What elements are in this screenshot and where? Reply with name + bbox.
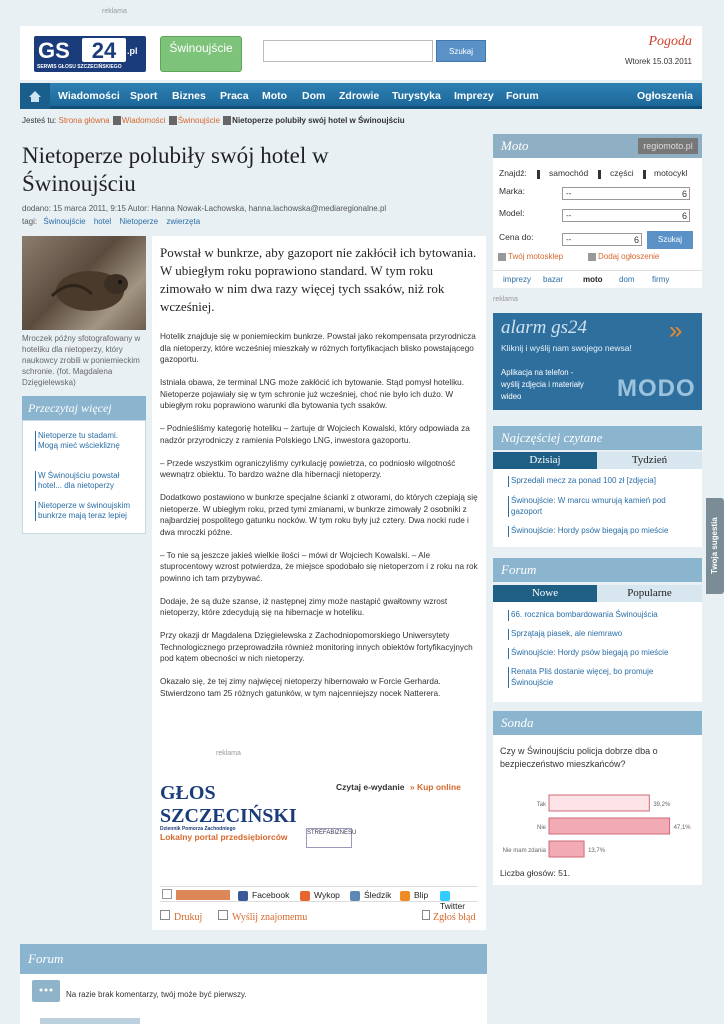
- moto-option-moto[interactable]: motocykl: [654, 168, 688, 178]
- share-checkbox[interactable]: [162, 889, 172, 899]
- most-read-link[interactable]: Świnoujście: Hordy psów biegają po mieście: [508, 526, 688, 537]
- alarm-line1: Kliknij i wyślij nam swojego newsa!: [501, 343, 632, 353]
- nav-item-biznes[interactable]: Biznes: [172, 90, 206, 102]
- breadcrumb-separator-icon: [223, 116, 231, 125]
- read-also-link[interactable]: W Świnoujściu powstał hotel... dla nietoperzy: [35, 471, 139, 491]
- e-edition-label: Czytaj e-wydanie: [336, 782, 405, 792]
- tag-link[interactable]: Nietoperze: [119, 217, 159, 226]
- model-label: Model:: [499, 208, 525, 218]
- e-edition-line: [336, 782, 461, 792]
- weather-title[interactable]: Pogoda: [648, 34, 692, 49]
- logo-pl: .pl: [127, 46, 138, 56]
- alarm-gs24-banner[interactable]: [493, 313, 702, 410]
- nav-item-praca[interactable]: Praca: [220, 90, 249, 102]
- article-body: [160, 331, 478, 711]
- article-title: Nietoperze polubiły swój hotel w Świnoujściu: [22, 143, 329, 196]
- home-icon: [20, 83, 50, 109]
- tab-new[interactable]: Nowe: [493, 585, 597, 602]
- article-tools: [160, 908, 478, 924]
- nav-item-dom[interactable]: Dom: [302, 90, 326, 102]
- forum-title: Forum: [493, 558, 702, 582]
- ad-label: reklama: [493, 296, 518, 303]
- motoshop-link[interactable]: Twój motosklep: [508, 252, 564, 261]
- tab-firmy[interactable]: firmy: [652, 275, 670, 284]
- article-paragraph: Dodatkowo postawiono w bunkrze specjalne ścianki z otworami, do których czepiają się nietoperze. W ubiegłym roku, przed tymi zmianami, w bunkrze zimowały 2 osobniki z najbardziej pospolitego gatunku nocków. W tym roku były już cztery. Dwa nocki rude i dwa mroczki późne.: [160, 493, 478, 537]
- moto-title-text: Moto: [501, 138, 529, 153]
- share-button[interactable]: [176, 890, 230, 900]
- tab-dom[interactable]: dom: [619, 275, 635, 284]
- blip-icon: [400, 891, 410, 901]
- moto-option-parts[interactable]: części: [610, 168, 634, 178]
- comment-icon: [32, 980, 60, 1002]
- most-read-link[interactable]: Świnoujście: W marcu wmurują kamień pod gazoport: [508, 496, 688, 517]
- radio-icon[interactable]: [537, 170, 540, 179]
- article-paragraph: – Podnieśliśmy kategorię hoteliku – żartuje dr Wojciech Kowalski, który odpowiada za nadzór przyrodniczy z ramienia Polskiego LNG, inwestora gazoportu.: [160, 424, 470, 445]
- gs24-logo[interactable]: [34, 36, 146, 72]
- article-paragraph: Hotelik znajduje się w poniemieckim bunkrze. Powstał jako rekompensata przyrodnicza dla nietoperzy, które wcześniej mieszkały w różnych fortyfikacjach blisko powstającego gazoportu.: [160, 332, 476, 364]
- article-paragraph: Dodaje, że są duże szanse, iż następnej zimy może nastąpić gwałtowny wzrost nietoperzy, które zdecydują się na hibernacje w hoteliku.: [160, 596, 448, 617]
- main-nav: [20, 83, 702, 109]
- facebook-icon: [238, 891, 248, 901]
- nav-item-moto[interactable]: Moto: [262, 90, 288, 102]
- article-paragraph: – To nie są jeszcze jakieś wielkie ilości – mówi dr Wojciech Kowalski. – Ale stuprocentowy wzrost potwierdza, że miejsce spodobało się nietoperzom i z roku na rok powinno ich tam przybywać.: [160, 550, 478, 583]
- poll-value-label: 47,1%: [673, 825, 691, 831]
- forum-link[interactable]: Sprzątają piasek, ale niemrawo: [508, 629, 688, 640]
- forum-bottom-body: [20, 974, 487, 1024]
- breadcrumb-separator-icon: [169, 116, 177, 125]
- wykop-icon: [300, 891, 310, 901]
- nav-item-ogloszenia[interactable]: Ogłoszenia: [637, 90, 694, 102]
- article-photo[interactable]: [22, 236, 146, 330]
- poll-category-label: Nie mam zdania: [502, 848, 546, 854]
- poll-bar: [549, 795, 649, 811]
- radio-icon[interactable]: [643, 170, 646, 179]
- moto-search-button[interactable]: Szukaj: [647, 231, 693, 249]
- glos-logo-sub: Dziennik Pomorza Zachodniego: [160, 826, 236, 832]
- article-meta: dodano: 15 marca 2011, 9:15 Autor: Hanna Nowak-Lachowska, hanna.lachowska@mediaregionalne.pl: [22, 204, 387, 213]
- article-paragraph: – Przede wszystkim ograniczyliśmy cyrkulację powietrza, co podniosło wilgotność wewnątrz obiektu. To bardzo ważne dla hibernacji nietoperzy.: [160, 458, 456, 479]
- forum-link[interactable]: Świnoujście: Hordy psów biegają po mieście: [508, 648, 688, 659]
- tab-bazar[interactable]: bazar: [543, 275, 564, 284]
- no-comments-text: Na razie brak komentarzy, twój może być pierwszy.: [66, 990, 247, 999]
- read-also-link[interactable]: Nietoperze w świnoujskim bunkrze mają teraz lepiej: [35, 501, 139, 521]
- ad-label: reklama: [216, 750, 241, 757]
- print-icon: [160, 910, 170, 920]
- article-paragraph: Okazało się, że tej zimy najwięcej nietoperzy hibernowało w Forcie Gerharda. Stwierdzono tam 25 różnych gatunków, w tym najcenniejszy nocek Natterera.: [160, 677, 441, 698]
- nav-item-imprezy[interactable]: Imprezy: [454, 90, 494, 102]
- add-comment-button[interactable]: [40, 1018, 140, 1024]
- tab-week[interactable]: Tydzień: [597, 452, 702, 469]
- moto-find-label: Znajdź:: [499, 168, 527, 178]
- read-also-box: [22, 420, 146, 534]
- read-also-link[interactable]: Nietoperze tu stadami. Mogą mieć wściekliznę: [35, 431, 139, 451]
- forum-bottom-title: Forum: [20, 944, 487, 974]
- radio-icon[interactable]: [598, 170, 601, 179]
- tag-link[interactable]: Świnoujście: [43, 217, 86, 226]
- marka-select[interactable]: -- 6: [562, 187, 690, 200]
- moto-option-car[interactable]: samochód: [549, 168, 589, 178]
- nav-item-zdrowie[interactable]: Zdrowie: [339, 90, 380, 102]
- price-select[interactable]: -- 6: [562, 233, 642, 246]
- share-wykop[interactable]: Wykop: [300, 890, 340, 901]
- share-sledzik[interactable]: Śledzik: [350, 890, 391, 901]
- article-paragraph: Istniała obawa, że terminal LNG może zakłócić ich bytowanie. Stąd pomysł hoteliku. Nietoperze pojawiały się w tym schronie już wcześniej, choć nie było ich dużo. W ubiegłym roku poprawiono warunki dla bytowania tych ssaków.: [160, 378, 464, 410]
- buy-online-link[interactable]: » Kup online: [409, 782, 461, 792]
- article-lead: Powstał w bunkrze, aby gazoport nie zakłócił ich bytowania. W ubiegłym roku poprawiono standard. W tym roku zimowało w nim dwa razy więcej tych ssaków, niż rok wcześniej.: [160, 245, 477, 314]
- poll-value-label: 13,7%: [588, 848, 606, 854]
- logo-sub: SERWIS GŁOSU SZCZECIŃSKIEGO: [37, 64, 122, 70]
- most-read-link[interactable]: Sprzedali mecz za ponad 100 zł [zdjęcia]: [508, 476, 688, 487]
- tab-popular[interactable]: Popularne: [597, 585, 702, 602]
- share-twitter[interactable]: Twitter: [440, 890, 478, 911]
- add-listing-link[interactable]: Dodaj ogłoszenie: [598, 252, 660, 261]
- logo-num: 24: [82, 38, 126, 62]
- marka-label: Marka:: [499, 186, 525, 196]
- modo-logo: MODO: [617, 375, 696, 402]
- photo-caption: Mroczek późny sfotografowany w hoteliku dla nietoperzy, który naukowcy zrobili w poniemieckim schronie. (fot. Magdalena Dzięgielewska): [22, 334, 141, 387]
- glos-szczecinski-logo[interactable]: [160, 782, 322, 832]
- most-read-title: Najczęściej czytane: [493, 426, 702, 450]
- site-header: [20, 26, 702, 80]
- weather-date: Wtorek 15.03.2011: [624, 57, 692, 66]
- nav-item-wiadomosci[interactable]: Wiadomości: [58, 90, 120, 102]
- poll-bar: [549, 818, 670, 834]
- send-to-friend-link[interactable]: Wyślij znajomemu: [218, 910, 307, 923]
- logo-main: GS: [38, 38, 70, 63]
- report-error-link[interactable]: Zgłoś błąd: [422, 910, 476, 923]
- arrow-icon: [588, 253, 596, 261]
- regiomoto-logo[interactable]: regiomoto.pl: [638, 138, 698, 154]
- tags-label: tagi:: [22, 217, 38, 226]
- breadcrumb-separator-icon: [113, 116, 121, 125]
- tag-link[interactable]: zwierzęta: [166, 217, 201, 226]
- feedback-tab[interactable]: Twoja sugestia: [706, 498, 724, 594]
- breadcrumb-current: Nietoperze polubiły swój hotel w Świnoujściu: [232, 116, 405, 125]
- share-facebook[interactable]: Facebook: [238, 890, 289, 901]
- nav-item-sport[interactable]: Sport: [130, 90, 158, 102]
- poll-category-label: Nie: [536, 825, 546, 831]
- glos-logo-text: GŁOS SZCZECIŃSKI: [160, 782, 297, 827]
- alarm-title: alarm gs24: [501, 317, 588, 338]
- tab-moto[interactable]: moto: [583, 275, 603, 284]
- city-badge[interactable]: Świnoujście: [160, 36, 242, 72]
- sledzik-icon: [350, 891, 360, 901]
- service-tabs: [493, 270, 702, 288]
- breadcrumb-label: Jesteś tu:: [22, 116, 57, 125]
- poll-question: Czy w Świnoujściu policja dobrze dba o bezpieczeństwo mieszkańców?: [500, 746, 658, 769]
- search-button[interactable]: Szukaj: [436, 40, 486, 62]
- article-tags: [22, 217, 200, 226]
- poll-bar: [549, 841, 584, 857]
- alarm-line2: Aplikacja na telefon - wyślij zdjęcia i materiały wideo: [501, 368, 584, 401]
- print-link[interactable]: Drukuj: [160, 910, 202, 923]
- moto-title: [493, 134, 702, 158]
- breadcrumb-city[interactable]: Świnoujście: [177, 116, 220, 125]
- poll-title: Sonda: [493, 711, 702, 735]
- share-bar: [160, 886, 478, 911]
- poll-chart: [493, 785, 702, 865]
- poll-value-label: 39,2%: [653, 802, 671, 808]
- read-also-title: Przeczytaj więcej: [22, 396, 146, 420]
- mail-icon: [218, 910, 228, 920]
- nav-item-turystyka[interactable]: Turystyka: [392, 90, 441, 102]
- price-label: Cena do:: [499, 232, 534, 242]
- business-portal-link[interactable]: Lokalny portal przedsiębiorców: [160, 832, 288, 842]
- forum-tabs: [493, 585, 702, 602]
- home-button[interactable]: [20, 83, 50, 109]
- breadcrumb-wiadomosci[interactable]: Wiadomości: [121, 116, 166, 125]
- arrow-right-icon: »: [669, 317, 683, 344]
- nav-item-forum[interactable]: Forum: [506, 90, 539, 102]
- breadcrumb: [22, 116, 405, 125]
- article-paragraph: Przy okazji dr Magdalena Dzięgielewska z Zachodniopomorskiego Uniwersytety Technologicznego przeprowadziła również monitoring innych obiektów fortyfikacyjnych pod kątem obecności w nich nietoperzy.: [160, 631, 473, 663]
- most-read-tabs: [493, 452, 702, 469]
- poll-votes: Liczba głosów: 51.: [500, 868, 570, 878]
- share-blip[interactable]: Blip: [400, 890, 428, 901]
- forum-link[interactable]: 66. rocznica bombardowania Świnoujścia: [508, 610, 688, 621]
- bat-image: [22, 236, 146, 330]
- tag-link[interactable]: hotel: [93, 217, 112, 226]
- poll-category-label: Tak: [536, 802, 546, 808]
- forum-link[interactable]: Renata Pliś dostanie więcej, bo promuje Świnoujście: [508, 667, 688, 688]
- ad-label: reklama: [102, 8, 127, 15]
- arrow-icon: [498, 253, 506, 261]
- report-icon: [422, 910, 430, 920]
- strefa-biznesu-logo[interactable]: STREFABIZNESU: [306, 828, 352, 848]
- model-select[interactable]: -- 6: [562, 209, 690, 222]
- twitter-icon: [440, 891, 450, 901]
- tab-imprezy[interactable]: imprezy: [503, 275, 532, 284]
- tab-today[interactable]: Dzisiaj: [493, 452, 597, 469]
- breadcrumb-home[interactable]: Strona główna: [58, 116, 110, 125]
- search-input[interactable]: [263, 40, 433, 62]
